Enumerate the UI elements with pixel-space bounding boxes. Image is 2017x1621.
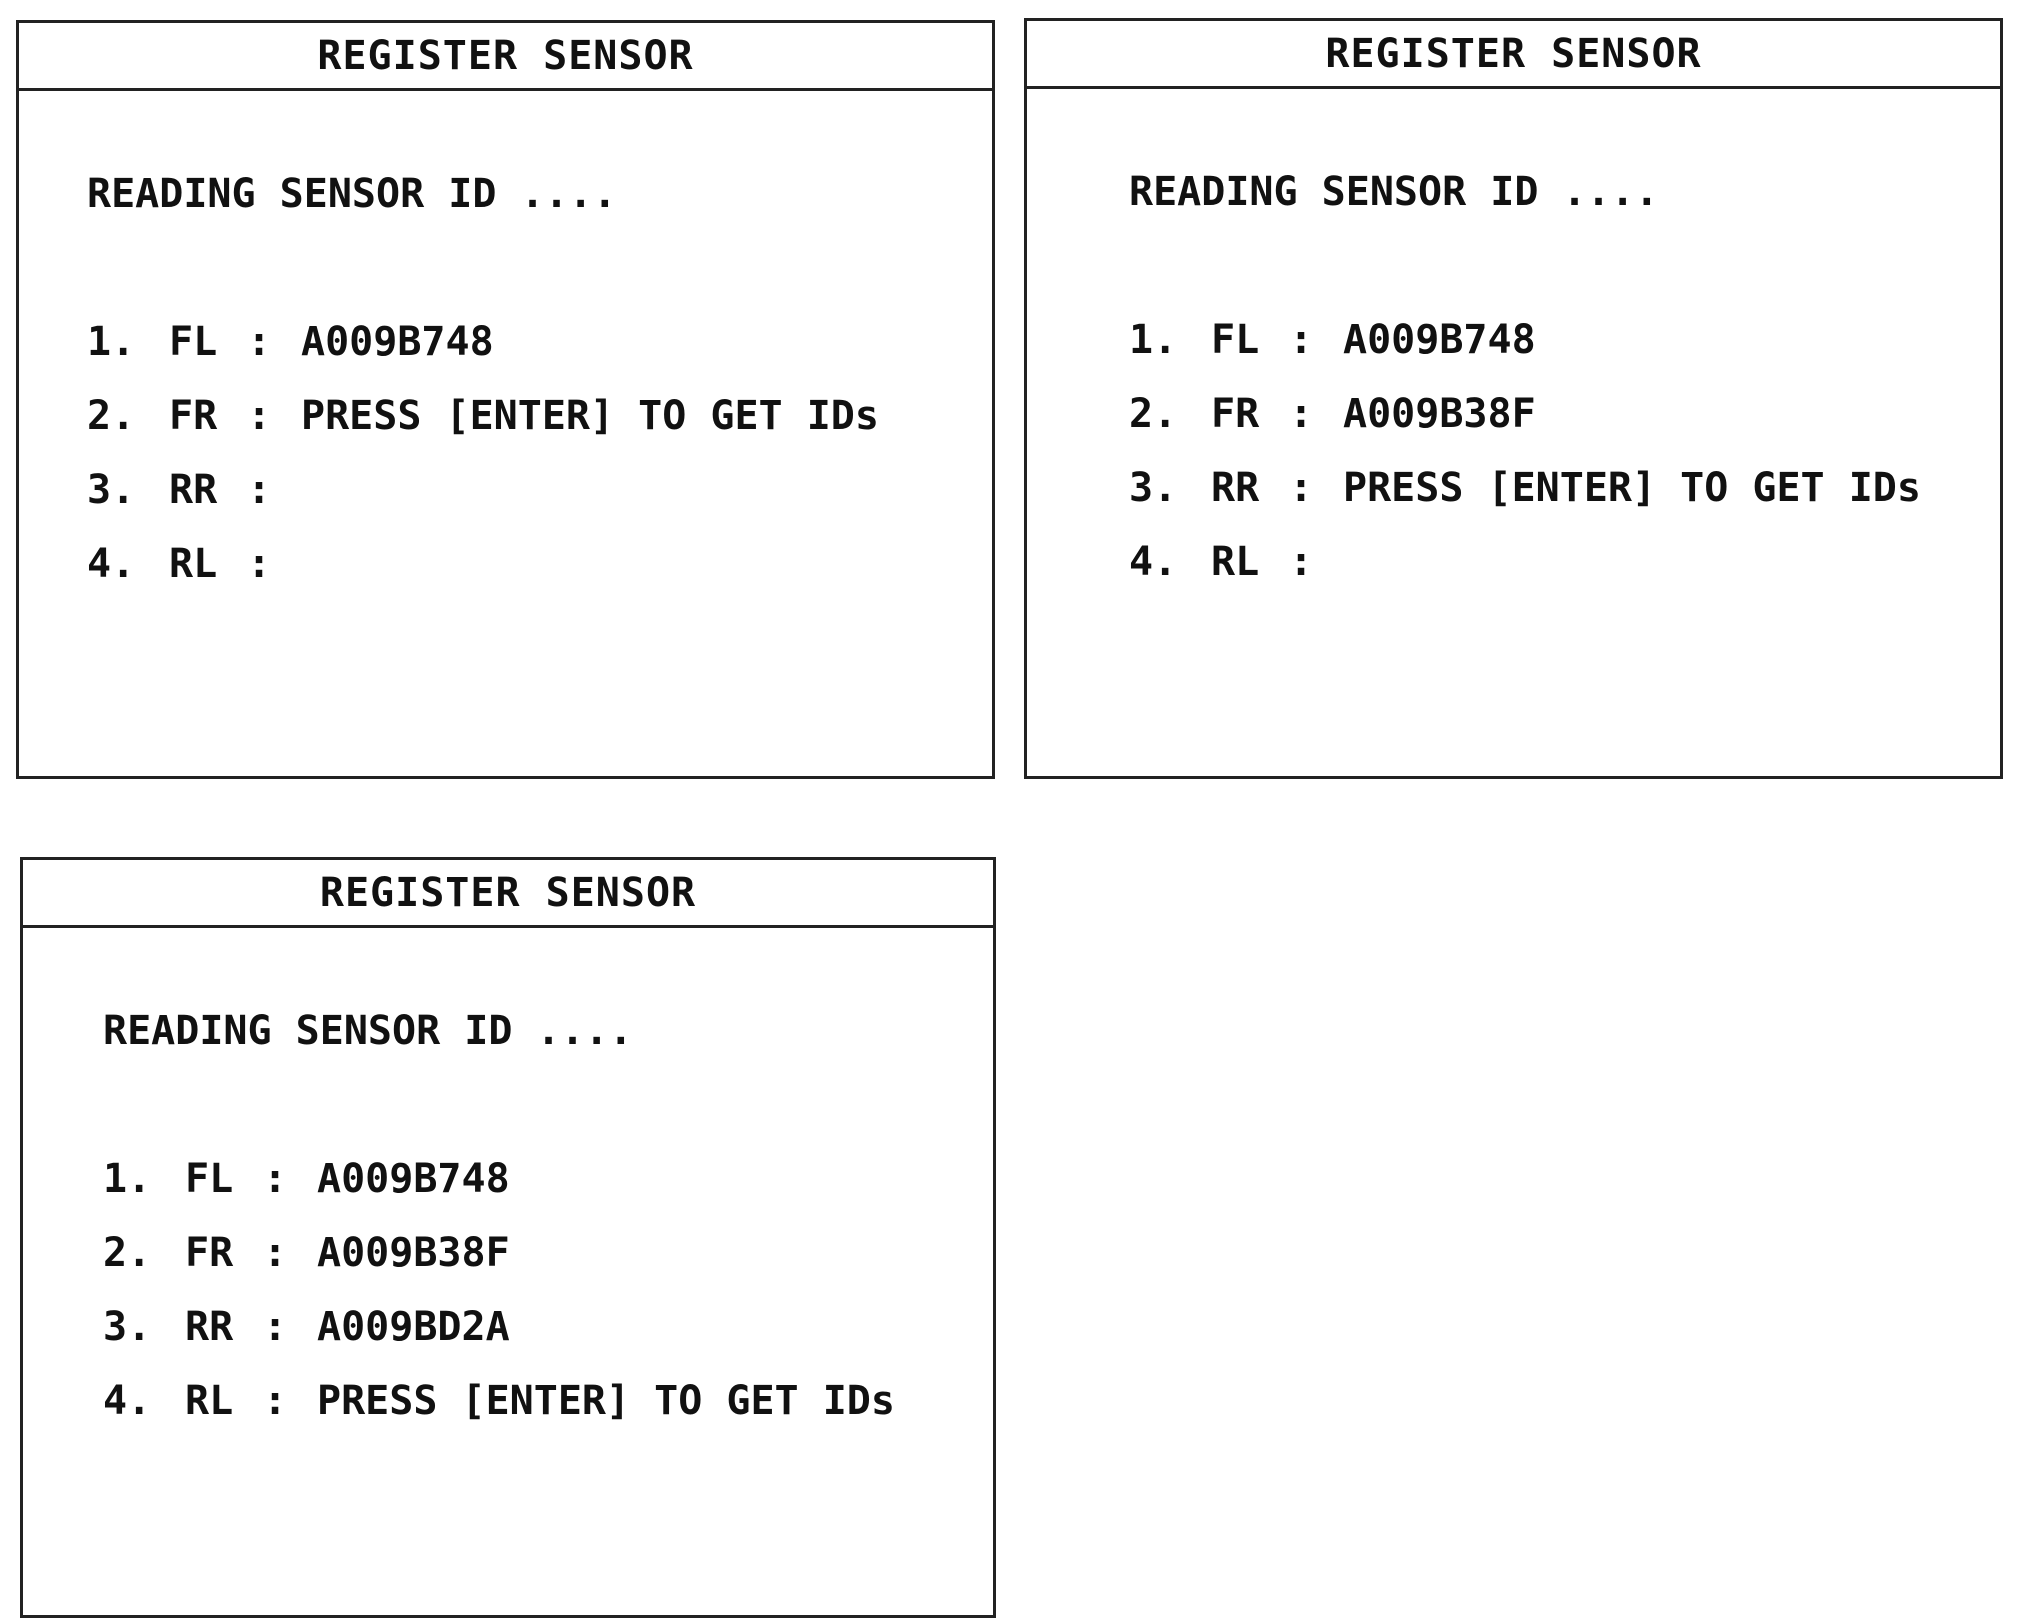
sensor-row-rr (103, 1304, 895, 1378)
row-position: RR (169, 467, 218, 513)
row-number: 4. (103, 1378, 152, 1424)
sensor-id-value: A009B748 (317, 1156, 510, 1202)
row-separator: : (1289, 539, 1314, 585)
row-separator: : (247, 319, 272, 365)
sensor-row-fl (1129, 317, 1921, 391)
row-position: FR (185, 1230, 234, 1276)
sensor-id-value: A009BD2A (317, 1304, 510, 1350)
row-number: 1. (1129, 317, 1178, 363)
row-separator: : (247, 467, 272, 513)
sensor-row-rr (87, 467, 879, 541)
register-sensor-screen-1 (16, 20, 995, 779)
row-number: 2. (87, 393, 136, 439)
row-position: FL (1211, 317, 1260, 363)
sensor-row-rl (87, 541, 879, 615)
screen-title: REGISTER SENSOR (23, 860, 993, 928)
sensor-row-fl (103, 1156, 895, 1230)
row-separator: : (1289, 465, 1314, 511)
status-text: READING SENSOR ID .... (103, 1008, 633, 1054)
sensor-list (1129, 317, 1921, 613)
enter-prompt[interactable]: PRESS [ENTER] TO GET IDs (317, 1378, 895, 1424)
sensor-row-rr[interactable] (1129, 465, 1921, 539)
sensor-id-value: A009B38F (1343, 391, 1536, 437)
enter-prompt[interactable]: PRESS [ENTER] TO GET IDs (301, 393, 879, 439)
row-position: RL (169, 541, 218, 587)
row-position: FR (169, 393, 218, 439)
screen-title: REGISTER SENSOR (1027, 21, 2000, 89)
sensor-row-fr (1129, 391, 1921, 465)
sensor-row-rl (1129, 539, 1921, 613)
row-number: 4. (87, 541, 136, 587)
row-position: FL (169, 319, 218, 365)
sensor-id-value: A009B38F (317, 1230, 510, 1276)
row-position: FL (185, 1156, 234, 1202)
sensor-id-value: A009B748 (1343, 317, 1536, 363)
row-number: 3. (1129, 465, 1178, 511)
sensor-row-fr (103, 1230, 895, 1304)
sensor-row-rl[interactable] (103, 1378, 895, 1452)
row-number: 4. (1129, 539, 1178, 585)
sensor-list (103, 1156, 895, 1452)
sensor-row-fl (87, 319, 879, 393)
row-number: 3. (87, 467, 136, 513)
row-separator: : (263, 1156, 288, 1202)
row-separator: : (263, 1304, 288, 1350)
sensor-list (87, 319, 879, 615)
row-position: RL (1211, 539, 1260, 585)
register-sensor-screen-2 (1024, 18, 2003, 779)
screen-title: REGISTER SENSOR (19, 23, 992, 91)
enter-prompt[interactable]: PRESS [ENTER] TO GET IDs (1343, 465, 1921, 511)
row-separator: : (247, 541, 272, 587)
row-separator: : (247, 393, 272, 439)
row-position: RR (1211, 465, 1260, 511)
row-number: 1. (103, 1156, 152, 1202)
row-position: RL (185, 1378, 234, 1424)
row-position: RR (185, 1304, 234, 1350)
sensor-id-value: A009B748 (301, 319, 494, 365)
row-separator: : (263, 1378, 288, 1424)
row-number: 3. (103, 1304, 152, 1350)
status-text: READING SENSOR ID .... (1129, 169, 1659, 215)
row-number: 2. (103, 1230, 152, 1276)
row-number: 2. (1129, 391, 1178, 437)
sensor-row-fr[interactable] (87, 393, 879, 467)
status-text: READING SENSOR ID .... (87, 171, 617, 217)
row-position: FR (1211, 391, 1260, 437)
row-separator: : (1289, 391, 1314, 437)
register-sensor-screen-3 (20, 857, 996, 1618)
row-separator: : (1289, 317, 1314, 363)
row-separator: : (263, 1230, 288, 1276)
row-number: 1. (87, 319, 136, 365)
